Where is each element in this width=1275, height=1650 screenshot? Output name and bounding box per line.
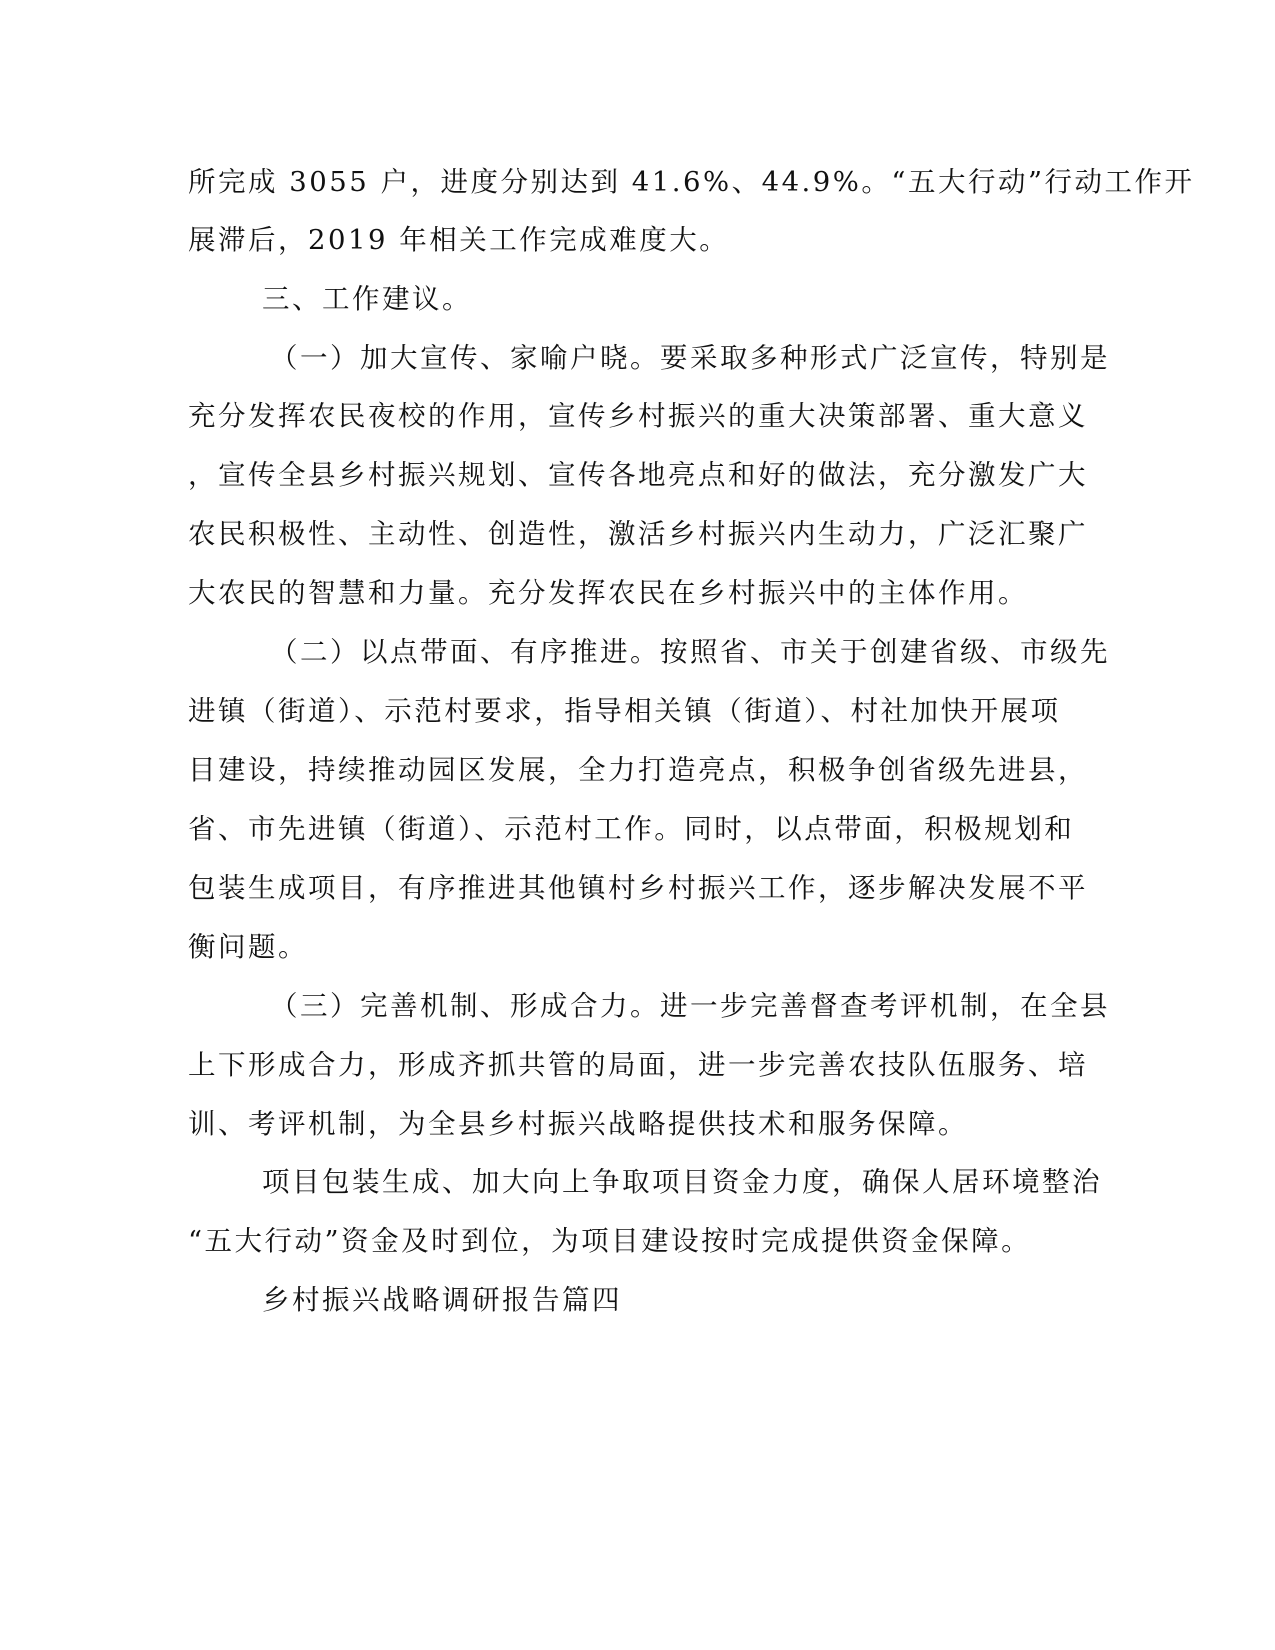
paragraph-line: 训、考评机制，为全县乡村振兴战略提供技术和服务保障。 [188,1108,968,1140]
paragraph-line: 衡问题。 [188,931,308,963]
paragraph-line: 农民积极性、主动性、创造性，激活乡村振兴内生动力，广泛汇聚广 [188,518,1088,550]
section-heading: 三、工作建议。 [262,283,472,315]
paragraph-line: 包装生成项目，有序推进其他镇村乡村振兴工作，逐步解决发展不平 [188,872,1088,904]
paragraph-line: 充分发挥农民夜校的作用，宣传乡村振兴的重大决策部署、重大意义 [188,400,1088,432]
paragraph-line: 省、市先进镇（街道）、示范村工作。同时，以点带面，积极规划和 [188,813,1075,845]
paragraph-line: 项目包装生成、加大向上争取项目资金力度，确保人居环境整治 [262,1166,1102,1198]
paragraph-line: 进镇（街道）、示范村要求，指导相关镇（街道）、村社加快开展项 [188,695,1061,727]
paragraph-line: （二）以点带面、有序推进。按照省、市关于创建省级、市级先 [270,636,1110,668]
section-title: 乡村振兴战略调研报告篇四 [262,1284,622,1316]
paragraph-line: ，宣传全县乡村振兴规划、宣传各地亮点和好的做法，充分激发广大 [188,459,1088,491]
paragraph-line: （三）完善机制、形成合力。进一步完善督查考评机制，在全县 [270,990,1110,1022]
paragraph-line: 所完成 3055 户，进度分别达到 41.6%、44.9%。“五大行动”行动工作开 [188,166,1195,198]
paragraph-line: “五大行动”资金及时到位，为项目建设按时完成提供资金保障。 [188,1225,1032,1257]
paragraph-line: 目建设，持续推动园区发展，全力打造亮点，积极争创省级先进县， [188,754,1088,786]
paragraph-line: 上下形成合力，形成齐抓共管的局面，进一步完善农技队伍服务、培 [188,1049,1088,1081]
paragraph-line: （一）加大宣传、家喻户晓。要采取多种形式广泛宣传，特别是 [270,342,1110,374]
paragraph-line: 大农民的智慧和力量。充分发挥农民在乡村振兴中的主体作用。 [188,577,1028,609]
paragraph-line: 展滞后，2019 年相关工作完成难度大。 [188,224,730,256]
